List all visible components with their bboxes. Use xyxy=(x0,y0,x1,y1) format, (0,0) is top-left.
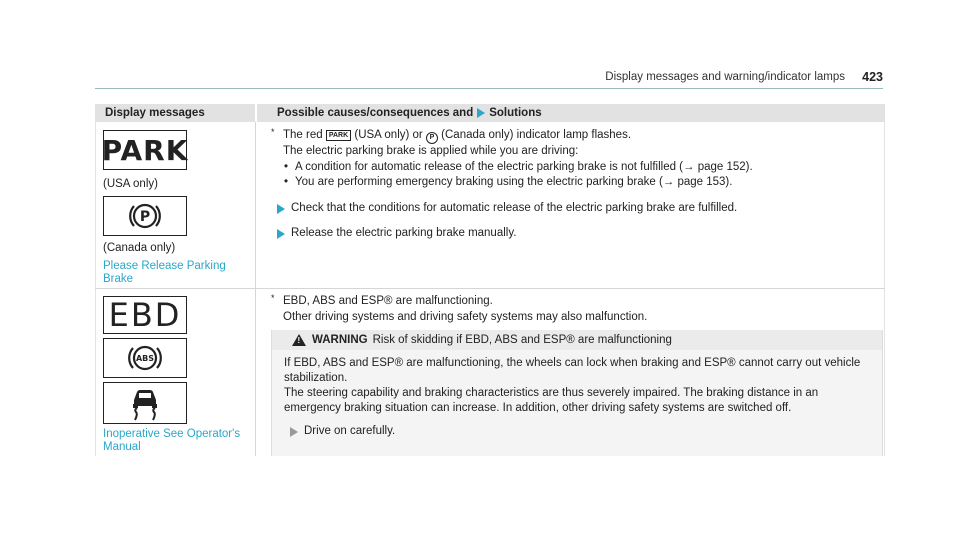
svg-text:ABS: ABS xyxy=(135,354,155,363)
warning-header: ! WARNING Risk of skidding if EBD, ABS and ESP® are malfunctioning xyxy=(272,330,882,350)
step-arrow-icon xyxy=(290,427,298,437)
canada-only-label: (Canada only) xyxy=(103,242,176,254)
warning-triangle-icon: ! xyxy=(292,334,306,346)
column-header-display-messages: Display messages xyxy=(95,104,255,122)
parking-brake-circle-icon xyxy=(103,196,187,236)
solution-step: Drive on carefully. xyxy=(284,424,870,439)
svg-text:P: P xyxy=(139,209,151,225)
row2-content: * EBD, ABS and ESP® are malfunctioning. Other driving systems and driving safety systems may also malfunction. xyxy=(271,293,648,323)
ebd-indicator-icon: EBD xyxy=(103,296,187,334)
message-inoperative: Inoperative See Operator's Manual xyxy=(103,428,241,453)
warning-paragraph: If EBD, ABS and ESP® are malfunctioning, the wheels can lock when braking and ESP® cannot carry out vehicle stabilization. xyxy=(284,357,861,384)
row1-content: * The red PARK (USA only) or P (Canada only) indicator lamp flashes. The electric parking brake is applied while you are driving: • A condition for automatic release of the electric parking brake is not fulfilled (→ page 152). • You are performing emergency braking using the electric parking brake (→ page 153). Check that the conditions for automatic release of the electric parking brake are fulfilled. Release the electric parking brake manually. xyxy=(271,128,871,242)
abs-indicator-icon xyxy=(103,338,187,378)
page-number: 423 xyxy=(862,70,883,84)
messages-table xyxy=(95,104,885,456)
solution-step: Check that the conditions for automatic release of the electric parking brake are fulfilled. xyxy=(271,201,871,217)
step-arrow-icon xyxy=(277,204,285,214)
solution-step: Release the electric parking brake manually. xyxy=(271,226,871,242)
park-badge-icon: PARK xyxy=(326,130,351,141)
step-arrow-icon xyxy=(277,229,285,239)
warning-box xyxy=(271,330,883,456)
row-divider xyxy=(95,288,885,289)
usa-only-label: (USA only) xyxy=(103,178,158,190)
p-circle-icon: P xyxy=(426,132,438,144)
esp-skid-icon xyxy=(103,382,187,424)
column-header-causes: Possible causes/consequences and Solutions xyxy=(257,104,885,122)
solution-arrow-icon xyxy=(477,108,485,118)
page-header xyxy=(95,70,883,89)
header-title: Display messages and warning/indicator lamps xyxy=(605,71,845,83)
warning-paragraph: The steering capability and braking characteristics are thus severely impaired. The braking distance in an emergency braking situation can increase. In addition, other driving safety systems are switched off. xyxy=(284,387,819,414)
list-item: • A condition for automatic release of the electric parking brake is not fulfilled (→ page 152). xyxy=(283,160,871,176)
park-indicator-icon: PARK xyxy=(103,130,187,170)
list-item: • You are performing emergency braking using the electric parking brake (→ page 153). xyxy=(283,175,871,191)
message-release-parking-brake: Please Release Parking Brake xyxy=(103,260,226,285)
